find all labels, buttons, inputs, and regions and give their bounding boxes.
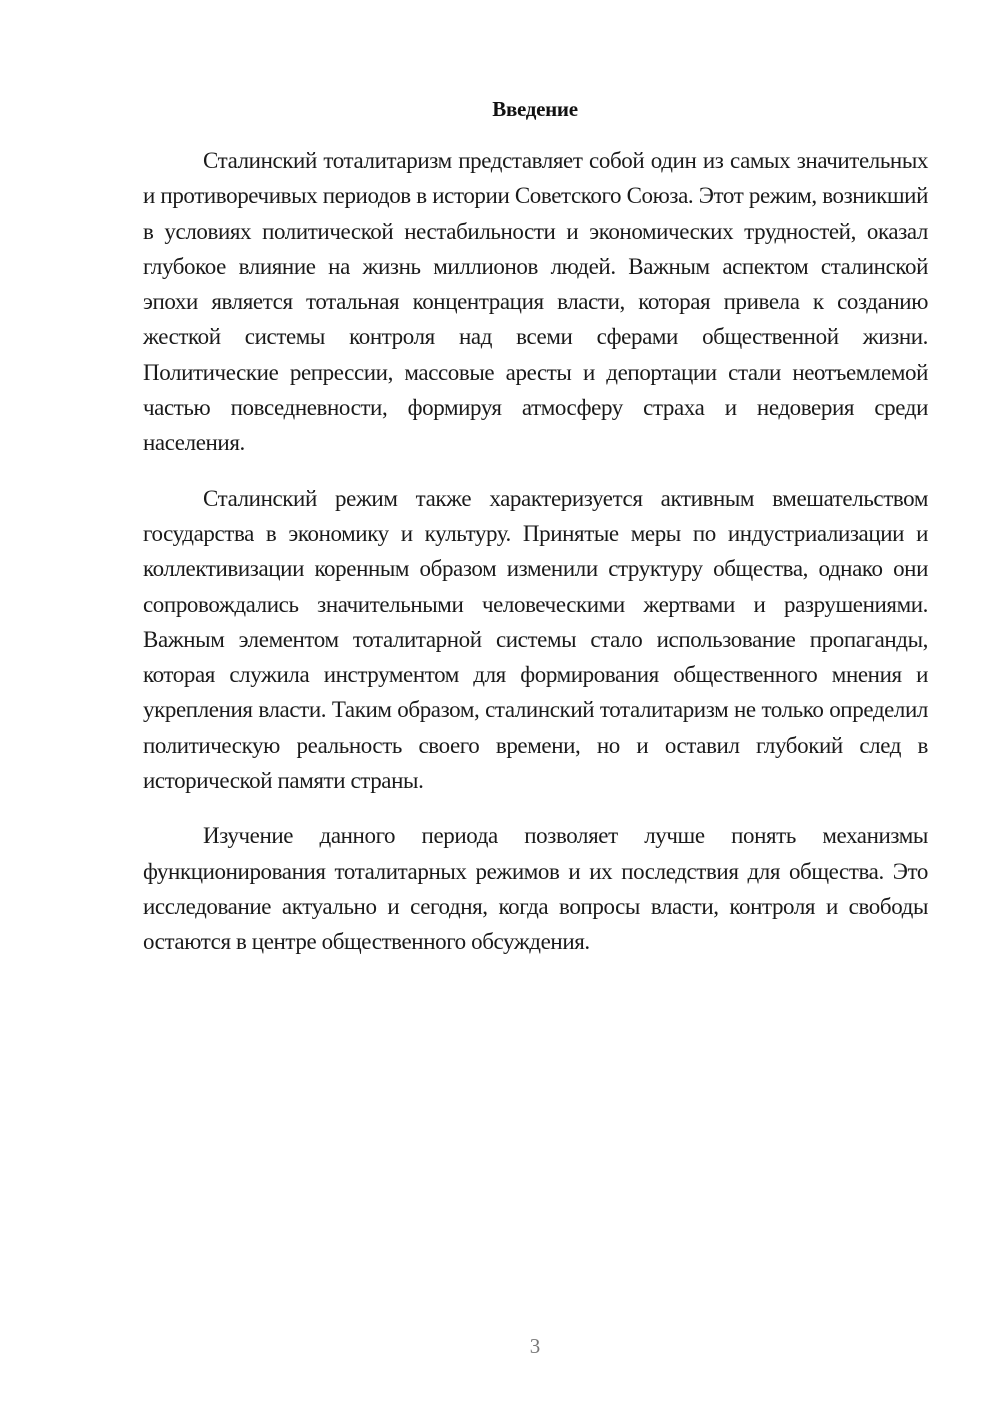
page-number: 3 — [529, 1334, 541, 1358]
paragraph: Изучение данного периода позволяет лучше понять механизмы функционирования тоталитарных режимов и их последствия для общества. Это исследование актуально и сегодня, когда вопросы власти, контроля и свободы остаются в центре общественного обсуждения. — [143, 823, 928, 955]
paragraph: Сталинский тоталитаризм представляет собой один из самых значительных и противоречивых периодов в истории Советского Союза. Этот режим, возникший в условиях политической нестабильности и экономических трудностей, оказал глубокое влияние на жизнь миллионов людей. Важным аспектом сталинской эпохи является тотальная концентрация власти, которая привела к созданию жесткой системы контроля над всеми сферами общественной жизни. Политические репрессии, массовые аресты и депортации стали неотъемлемой частью повседневности, формируя атмосферу страха и недоверия среди населения. — [143, 148, 928, 456]
body-text — [143, 143, 928, 980]
paragraph: Сталинский режим также характеризуется активным вмешательством государства в экономику и культуру. Принятые меры по индустриализации и коллективизации коренным образом изменили структуру общества, однако они сопровождались значительными человеческими жертвами и разрушениями. Важным элементом тоталитарной системы стало использование пропаганды, которая служила инструментом для формирования общественного мнения и укрепления власти. Таким образом, сталинский тоталитаризм не только определил политическую реальность своего времени, но и оставил глубокий след в исторической памяти страны. — [143, 485, 928, 794]
section-title: Введение — [492, 97, 578, 121]
